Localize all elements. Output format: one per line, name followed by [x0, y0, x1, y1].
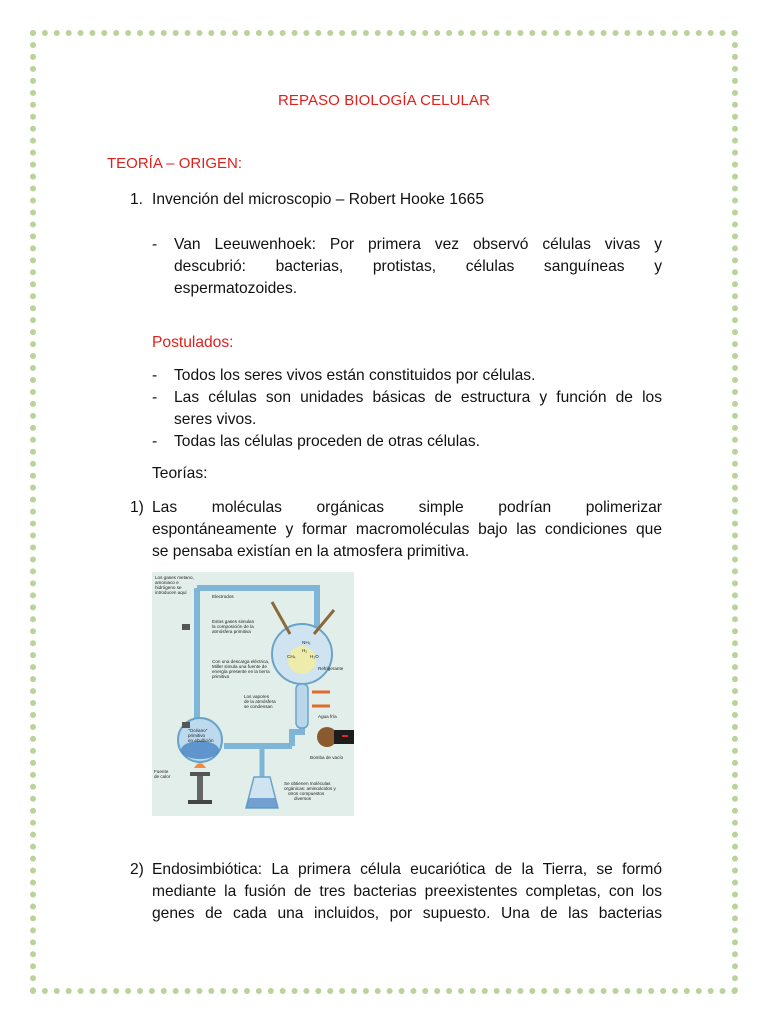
teoria1-line3: se pensaba existían en la atmosfera primitiva. — [152, 543, 470, 560]
postulado-2-text-cont: seres vivos. — [174, 411, 257, 428]
teoria2-line3: genes de cada una incluidos, por supuesto. Una de las bacterias — [152, 905, 662, 922]
label-h2o: H₂O — [310, 654, 319, 659]
label-vapores-1: Los vapores — [244, 694, 270, 699]
label-gases-3: hidrógeno se — [155, 585, 182, 590]
label-moleculas-4: diversos — [294, 796, 312, 801]
teoria1-line1: Las moléculas orgánicas simple podrían polimerizar — [152, 499, 662, 516]
label-gases-4: introducen aquí — [155, 590, 187, 595]
label-simulan-1: Estos gases simulan — [212, 619, 255, 624]
miller-apparatus-diagram — [152, 572, 354, 816]
postulado-2-text: Las células son unidades básicas de estructura y función de los — [174, 389, 662, 406]
label-descarga-2: Miller simula una fuente de — [212, 664, 267, 669]
postulados-heading: Postulados: — [152, 334, 234, 351]
teorias-heading: Teorías: — [152, 465, 208, 482]
label-descarga-1: Con una descarga eléctrica, — [212, 659, 270, 664]
teoria2-number: 2) — [130, 861, 144, 878]
leeuwenhoek-line1: Van Leeuwenhoek: Por primera vez observó células vivas y — [174, 236, 662, 253]
label-fuente-1: Fuente — [154, 769, 169, 774]
label-oceano-1: "Océano" — [188, 728, 208, 733]
postulado-3-dash: - — [152, 433, 158, 450]
postulado-1-text: Todos los seres vivos están constituidos por células. — [174, 367, 536, 384]
label-moleculas-1: Se obtienen moléculas — [284, 781, 331, 786]
label-simulan-2: la composición de la — [212, 624, 254, 629]
label-nh3: NH₃ — [302, 640, 311, 645]
label-vapores-3: se condensan — [244, 704, 273, 709]
document-title: REPASO BIOLOGÍA CELULAR — [277, 92, 491, 109]
miller-experiment-figure — [152, 572, 354, 816]
label-h2: H₂ — [302, 648, 308, 653]
item1-number: 1. — [130, 191, 144, 208]
label-oceano-2: primitivo — [188, 733, 206, 738]
condenser — [296, 684, 308, 728]
label-simulan-3: atmósfera primitiva — [212, 629, 251, 634]
label-moleculas-2: orgánicas: aminoácidos y — [284, 786, 336, 791]
heat-stand — [190, 772, 210, 776]
item1-text: Invención del microscopio – Robert Hooke 1665 — [152, 191, 484, 208]
label-gases-2: amoniaco e — [155, 580, 179, 585]
label-descarga-3: energía presente en la tierra — [212, 669, 270, 674]
section-title: TEORÍA – ORIGEN: — [107, 155, 243, 172]
label-refrigerante: Refrigerante — [318, 666, 344, 671]
label-bomba: Bomba de vacío — [310, 755, 344, 760]
postulado-2-dash: - — [152, 389, 158, 406]
teoria2-line2: mediante la fusión de tres bacterias preexistentes completas, con los — [152, 883, 662, 900]
teoria1-number: 1) — [130, 499, 144, 516]
teoria2-line1: Endosimbiótica: La primera célula eucariótica de la Tierra, se formó — [152, 861, 662, 878]
label-vapores-2: de la atmósfera — [244, 699, 276, 704]
teoria1-line2: espontáneamente y formar macromoléculas bajo las condiciones que — [152, 521, 662, 538]
label-gases-1: Los gases metano, — [155, 575, 194, 580]
label-electrodos: Electrodos — [212, 594, 234, 599]
bullet-dash: - — [152, 236, 158, 253]
label-ch4: CH₄ — [287, 654, 296, 659]
postulado-1-dash: - — [152, 367, 158, 384]
label-oceano-3: en ebullición — [188, 738, 214, 743]
leeuwenhoek-line3: espermatozoides. — [174, 280, 298, 297]
postulado-3-text: Todas las células proceden de otras células. — [174, 433, 480, 450]
label-fuente-2: de calor — [154, 774, 171, 779]
label-descarga-4: primitiva — [212, 674, 230, 679]
label-moleculas-3: otros compuestos — [288, 791, 325, 796]
leeuwenhoek-line2: descubrió: bacterias, protistas, células sanguíneas y — [174, 258, 662, 275]
label-agua: Agua fría — [318, 714, 337, 719]
